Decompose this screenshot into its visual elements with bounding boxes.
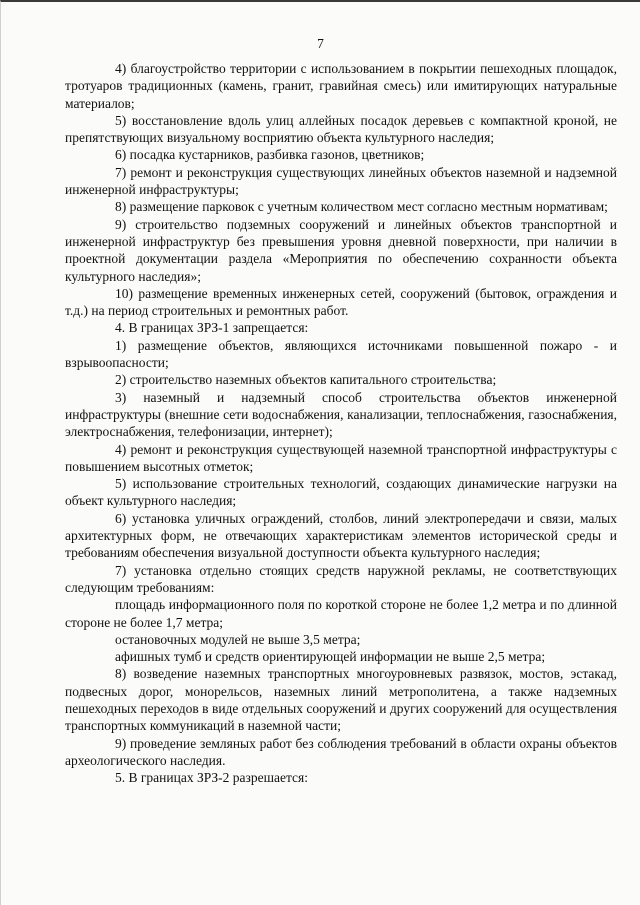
paragraph: остановочных модулей не выше 3,5 метра; bbox=[115, 631, 361, 647]
document-body bbox=[65, 60, 617, 786]
page-number: 7 bbox=[317, 36, 324, 51]
paragraph: 7) ремонт и реконструкция существующих линейных объектов наземной и надземной инженерной инфраструктуры; bbox=[65, 164, 617, 198]
paragraph: 5) восстановление вдоль улиц аллейных посадок деревьев с компактной кроной, не препятствующих визуальному восприятию объекта культурного наследия; bbox=[65, 112, 617, 146]
paragraph: 6) посадка кустарников, разбивка газонов, цветников; bbox=[115, 147, 425, 163]
paragraph: 1) размещение объектов, являющихся источниками повышенной пожаро - и взрывоопасности; bbox=[65, 337, 617, 371]
paragraph: афишных тумб и средств ориентирующей информации не выше 2,5 метра; bbox=[115, 649, 546, 665]
paragraph: 9) проведение земляных работ без соблюдения требований в области охраны объектов археологического наследия. bbox=[65, 735, 617, 768]
paragraph: 4) ремонт и реконструкция существующей наземной транспортной инфраструктуры с повышением высотных отметок; bbox=[65, 441, 617, 474]
paragraph: 6) установка уличных ограждений, столбов, линий электропередачи и связи, малых архитектурных форм, не отвечающих характеристикам элементов исторической среды и требованиям обеспечения визуальной доступности объекта культурного наследия; bbox=[65, 510, 617, 561]
section-heading: 4. В границах ЗРЗ-1 запрещается: bbox=[115, 320, 309, 336]
paragraph: 4) благоустройство территории с использованием в покрытии пешеходных площадок, тротуаров традиционных (камень, гранит, гравийная смесь) или имитирующих натуральные материалов; bbox=[65, 61, 617, 111]
paragraph: 10) размещение временных инженерных сетей, сооружений (бытовок, ограждения и т.д.) на период строительных и ремонтных работ. bbox=[65, 285, 617, 319]
paragraph: 7) установка отдельно стоящих средств наружной рекламы, не соответствующих следующим требованиям: bbox=[65, 562, 617, 595]
paragraph: 8) возведение наземных транспортных многоуровневых развязок, мостов, эстакад, подвесных дорог, монорельсов, наземных линий метрополитена, а также надземных пешеходных переходов в виде отдельных сооружений и других сооружений для осуществления транспортных коммуникаций в наземной части; bbox=[65, 666, 617, 734]
paragraph: 9) строительство подземных сооружений и линейных объектов транспортной и инженерной инфраструктур без превышения уровня дневной поверхности, при наличии в проектной документации раздела «Мероприятия по обеспечению сохранности объекта культурного наследия»; bbox=[65, 216, 617, 284]
paragraph: 5) использование строительных технологий, создающих динамические нагрузки на объект культурного наследия; bbox=[65, 476, 617, 509]
section-heading: 5. В границах ЗРЗ-2 разрешается: bbox=[115, 770, 308, 786]
paragraph: площадь информационного поля по короткой стороне не более 1,2 метра и по длинной стороне не более 1,7 метра; bbox=[65, 597, 617, 630]
paragraph: 8) размещение парковок с учетным количеством мест согласно местным нормативам; bbox=[115, 199, 608, 215]
paragraph: 3) наземный и надземный способ строительства объектов инженерной инфраструктуры (внешние сети водоснабжения, канализации, теплоснабжения, газоснабжения, электроснабжения, телефонизации, интернет); bbox=[65, 389, 617, 440]
paragraph: 2) строительство наземных объектов капитального строительства; bbox=[115, 372, 497, 388]
